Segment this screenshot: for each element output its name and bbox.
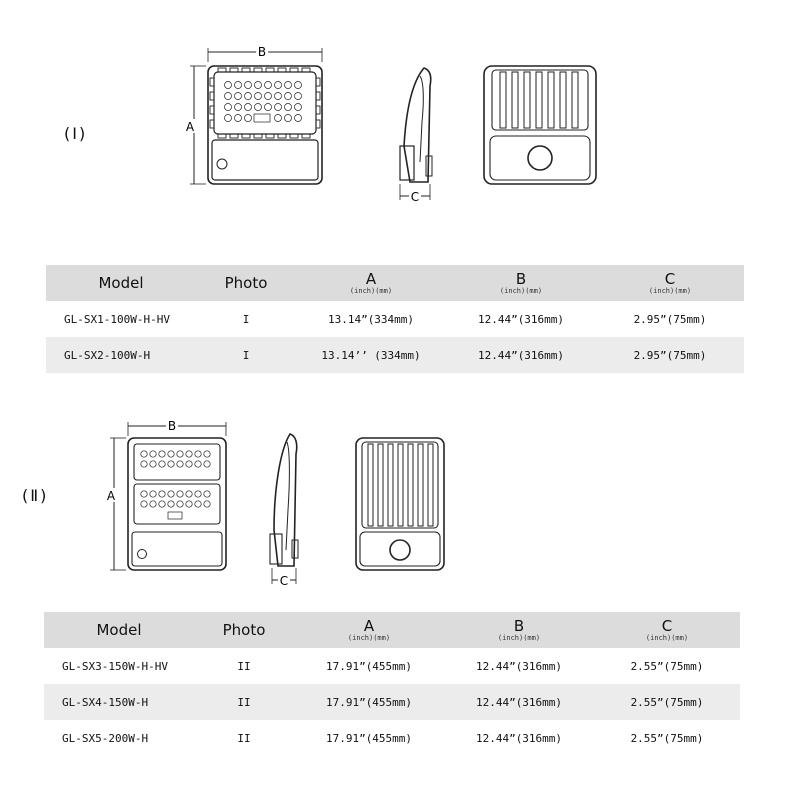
front-view-drawing-2 <box>102 414 230 574</box>
dimension-a-label: A <box>185 120 195 134</box>
header-photo: Photo <box>196 265 296 301</box>
table-row <box>46 301 744 337</box>
cell-a: 17.91”(455mm) <box>325 659 413 673</box>
back-view-drawing-2 <box>352 434 448 574</box>
cell-model: GL-SX4-150W-H <box>44 684 194 720</box>
dimension-c-label: C <box>279 574 289 588</box>
cell-a: 13.14’’ (334mm) <box>296 337 446 373</box>
cell-photo: II <box>194 684 294 720</box>
cell-model: GL-SX3-150W-H-HV <box>62 659 168 673</box>
cell-model: GL-SX1-100W-H-HV <box>64 312 170 326</box>
spec-table-2 <box>44 612 740 756</box>
header-a: A (inch)(mm) <box>294 612 444 648</box>
cell-photo: I <box>242 312 250 326</box>
cell-c: 2.95”(75mm) <box>633 312 707 326</box>
header-model: Model <box>44 612 194 648</box>
header-photo: Photo <box>194 612 294 648</box>
cell-c: 2.55”(75mm) <box>630 659 704 673</box>
side-view-drawing-2 <box>262 430 312 590</box>
dimension-b-label: B <box>167 419 177 433</box>
side-view-drawing-1 <box>390 62 450 212</box>
cell-a: 17.91”(455mm) <box>325 731 413 745</box>
table-row <box>46 337 744 373</box>
spec-table-1 <box>46 265 744 373</box>
header-model: Model <box>46 265 196 301</box>
table-row <box>44 720 740 756</box>
photo-label-2: (Ⅱ) <box>22 486 49 505</box>
dimension-b-label: B <box>257 45 267 59</box>
cell-photo: I <box>196 337 296 373</box>
front-view-drawing-1 <box>180 40 330 190</box>
table-row <box>44 648 740 684</box>
cell-c: 2.95”(75mm) <box>596 337 744 373</box>
dimension-a-label: A <box>106 489 116 503</box>
cell-photo: II <box>237 731 251 745</box>
header-c: C (inch)(mm) <box>596 265 744 301</box>
cell-c: 2.55”(75mm) <box>630 731 704 745</box>
dimension-c-label: C <box>410 190 420 204</box>
header-a: A (inch)(mm) <box>296 265 446 301</box>
table-row <box>44 684 740 720</box>
cell-b: 12.44”(316mm) <box>475 659 563 673</box>
photo-label-1: (Ⅰ) <box>64 124 88 143</box>
header-b: B (inch)(mm) <box>446 265 596 301</box>
cell-b: 12.44”(316mm) <box>477 312 565 326</box>
cell-model: GL-SX2-100W-H <box>46 337 196 373</box>
cell-photo: II <box>237 659 251 673</box>
cell-b: 12.44”(316mm) <box>444 684 594 720</box>
cell-a: 17.91”(455mm) <box>294 684 444 720</box>
cell-c: 2.55”(75mm) <box>594 684 740 720</box>
cell-b: 12.44”(316mm) <box>475 731 563 745</box>
cell-model: GL-SX5-200W-H <box>62 731 149 745</box>
cell-a: 13.14”(334mm) <box>327 312 415 326</box>
header-c: C (inch)(mm) <box>594 612 740 648</box>
cell-b: 12.44”(316mm) <box>446 337 596 373</box>
header-b: B (inch)(mm) <box>444 612 594 648</box>
back-view-drawing-1 <box>480 62 600 188</box>
